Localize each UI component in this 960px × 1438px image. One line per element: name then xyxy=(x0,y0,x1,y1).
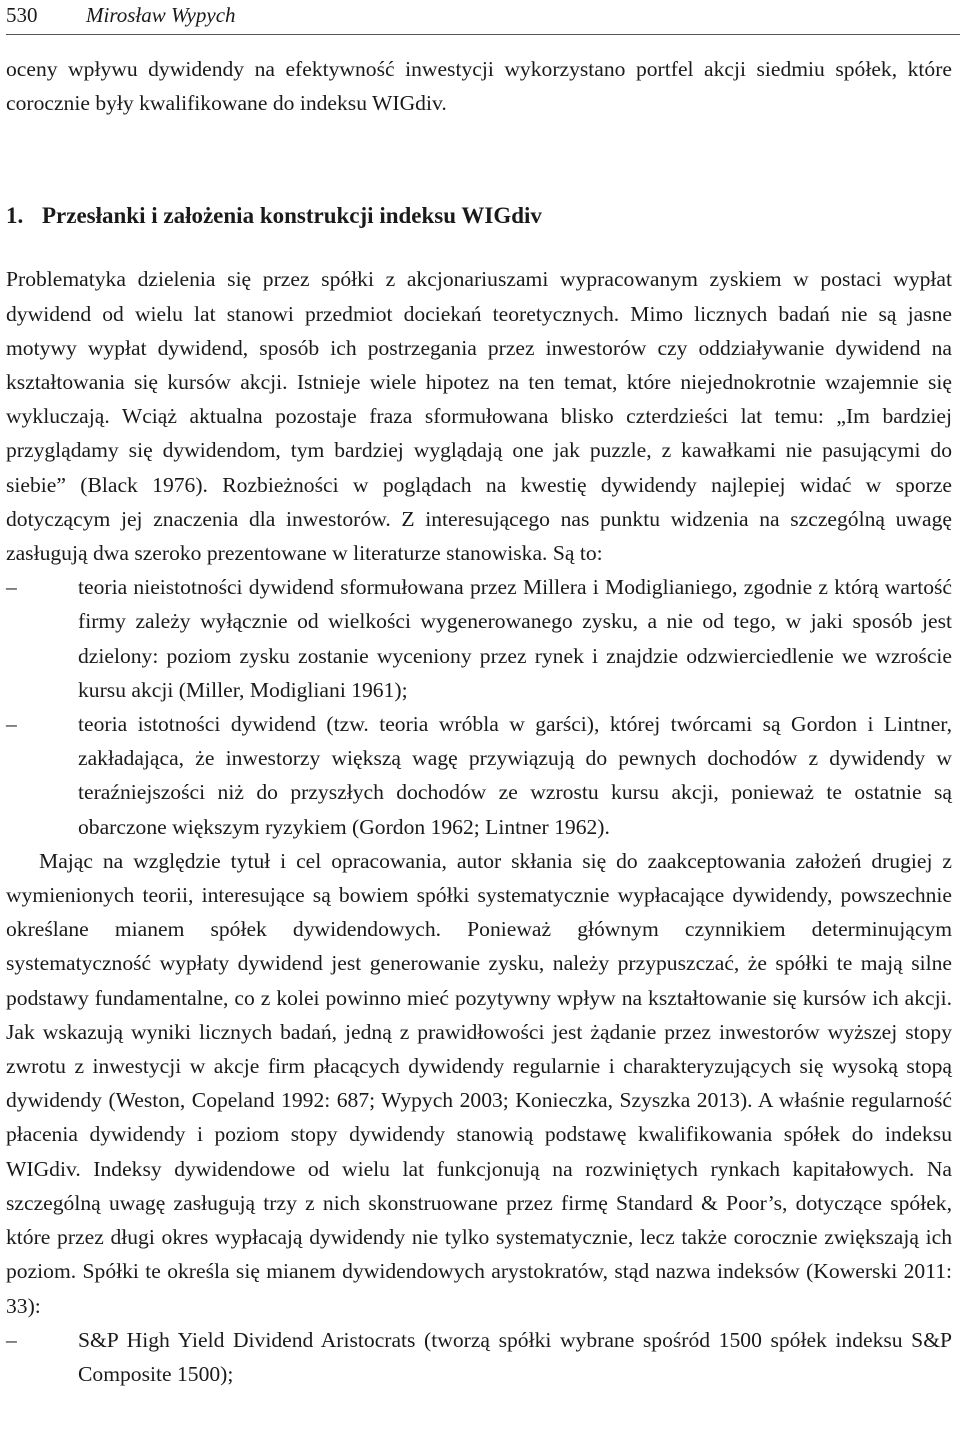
paragraph-2: Mając na względzie tytuł i cel opracowania, autor skłania się do zaakceptowania założeń drugiej z wymienionych teorii, interesujące są bowiem spółki systematycznie wypłacające dywidendy, powszechnie określane mianem spółek dywidendowych. Ponieważ głównym czynnikiem determinującym systematyczność wypłaty dywidend jest generowanie zysku, należy przypuszczać, że spółki te mają silne podstawy fundamentalne, co z kolei powinno mieć pozytywny wpływ na kształtowanie się kursów ich akcji. Jak wskazują wyniki licznych badań, jedną z prawidłowości jest żądanie przez inwestorów wyższej stopy zwrotu z inwestycji w akcje firm płacących dywidendy regularnie i charakteryzujących się wysoką stopą dywidendy (Weston, Copeland 1992: 687; Wypych 2003; Konieczka, Szyszka 2013). A właśnie regularność płacenia dywidendy i poziom stopy dywidendy stanowią podstawę kwalifikowania spółek do indeksu WIGdiv. Indeksy dywidendowe od wielu lat funkcjonują na rozwiniętych rynkach kapitałowych. Na szczególną uwagę zasługują trzy z nich skonstruowane przez firmę Standard & Poor’s, dotyczące spółek, które przez długi okres wypłacają dywidendy nie tylko systematycznie, lecz także corocznie zwiększają ich poziom. Spółki te określa się mianem dywidendowych arystokratów, stąd nazwa indeksów (Kowerski 2011: 33): xyxy=(6,848,952,1318)
list-item xyxy=(6,1323,952,1391)
list-marker: – xyxy=(6,1327,17,1352)
running-author: Mirosław Wypych xyxy=(86,3,236,27)
section-title: Przesłanki i założenia konstrukcji indeksu WIGdiv xyxy=(42,203,542,229)
index-list xyxy=(6,1323,952,1391)
list-item-text: teoria istotności dywidend (tzw. teoria wróbla w garści), której twórcami są Gordon i Lintner, zakładająca, że inwestorzy większą wagę przywiązują do pewnych dochodów z dywidendy w teraźniejszości niż do przyszłych dochodów ze wzrostu kursu akcji, ponieważ te ostatnie są obarczone większym ryzykiem (Gordon 1962; Lintner 1962). xyxy=(78,712,952,839)
list-item xyxy=(6,570,952,707)
list-marker: – xyxy=(6,575,17,600)
theory-list xyxy=(6,570,952,844)
main-text xyxy=(6,52,952,1391)
list-item-text: S&P High Yield Dividend Aristocrats (tworzą spółki wybrane spośród 1500 spółek indeksu S&P Composite 1500); xyxy=(78,1327,952,1386)
list-marker: – xyxy=(6,712,17,737)
intro-paragraph: oceny wpływu dywidendy na efektywność inwestycji wykorzystano portfel akcji siedmiu spółek, które corocznie były kwalifikowane do indeksu WIGdiv. xyxy=(6,57,952,116)
list-item xyxy=(6,707,952,844)
running-header xyxy=(6,0,960,35)
paragraph-1: Problematyka dzielenia się przez spółki z akcjonariuszami wypracowanym zyskiem w postaci wypłat dywidend od wielu lat stanowi przedmiot dociekań teoretycznych. Mimo licznych badań nie są jasne motywy wypłat dywidend, sposób ich postrzegania przez inwestorów czy oddziaływanie dywidend na kształtowania się kursów akcji. Istnieje wiele hipotez na ten temat, które niejednokrotnie wzajemnie się wykluczają. Wciąż aktualna pozostaje fraza sformułowana blisko czterdzieści lat temu: „Im bardziej przyglądamy się dywidendom, tym bardziej wyglądają one jak puzzle, z kawałkami nie pasującymi do siebie” (Black 1976). Rozbieżności w poglądach na kwestię dywidendy najlepiej widać w sporze dotyczącym jej znaczenia dla inwestorów. Z interesującego nas punktu widzenia na szczególną uwagę zasługują dwa szeroko prezentowane w literaturze stanowiska. Są to: xyxy=(6,267,952,566)
section-number: 1. xyxy=(6,203,24,229)
page-number: 530 xyxy=(6,3,38,27)
list-item-text: teoria nieistotności dywidend sformułowana przez Millera i Modiglianiego, zgodnie z którą wartość firmy zależy wyłącznie od wielkości wygenerowanego zysku, a nie od tego, w jaki sposób jest dzielony: poziom zysku zostanie wyceniony przez rynek i znajdzie odzwierciedlenie we wzroście kursu akcji (Miller, Modigliani 1961); xyxy=(78,575,952,702)
section-heading xyxy=(6,199,952,233)
